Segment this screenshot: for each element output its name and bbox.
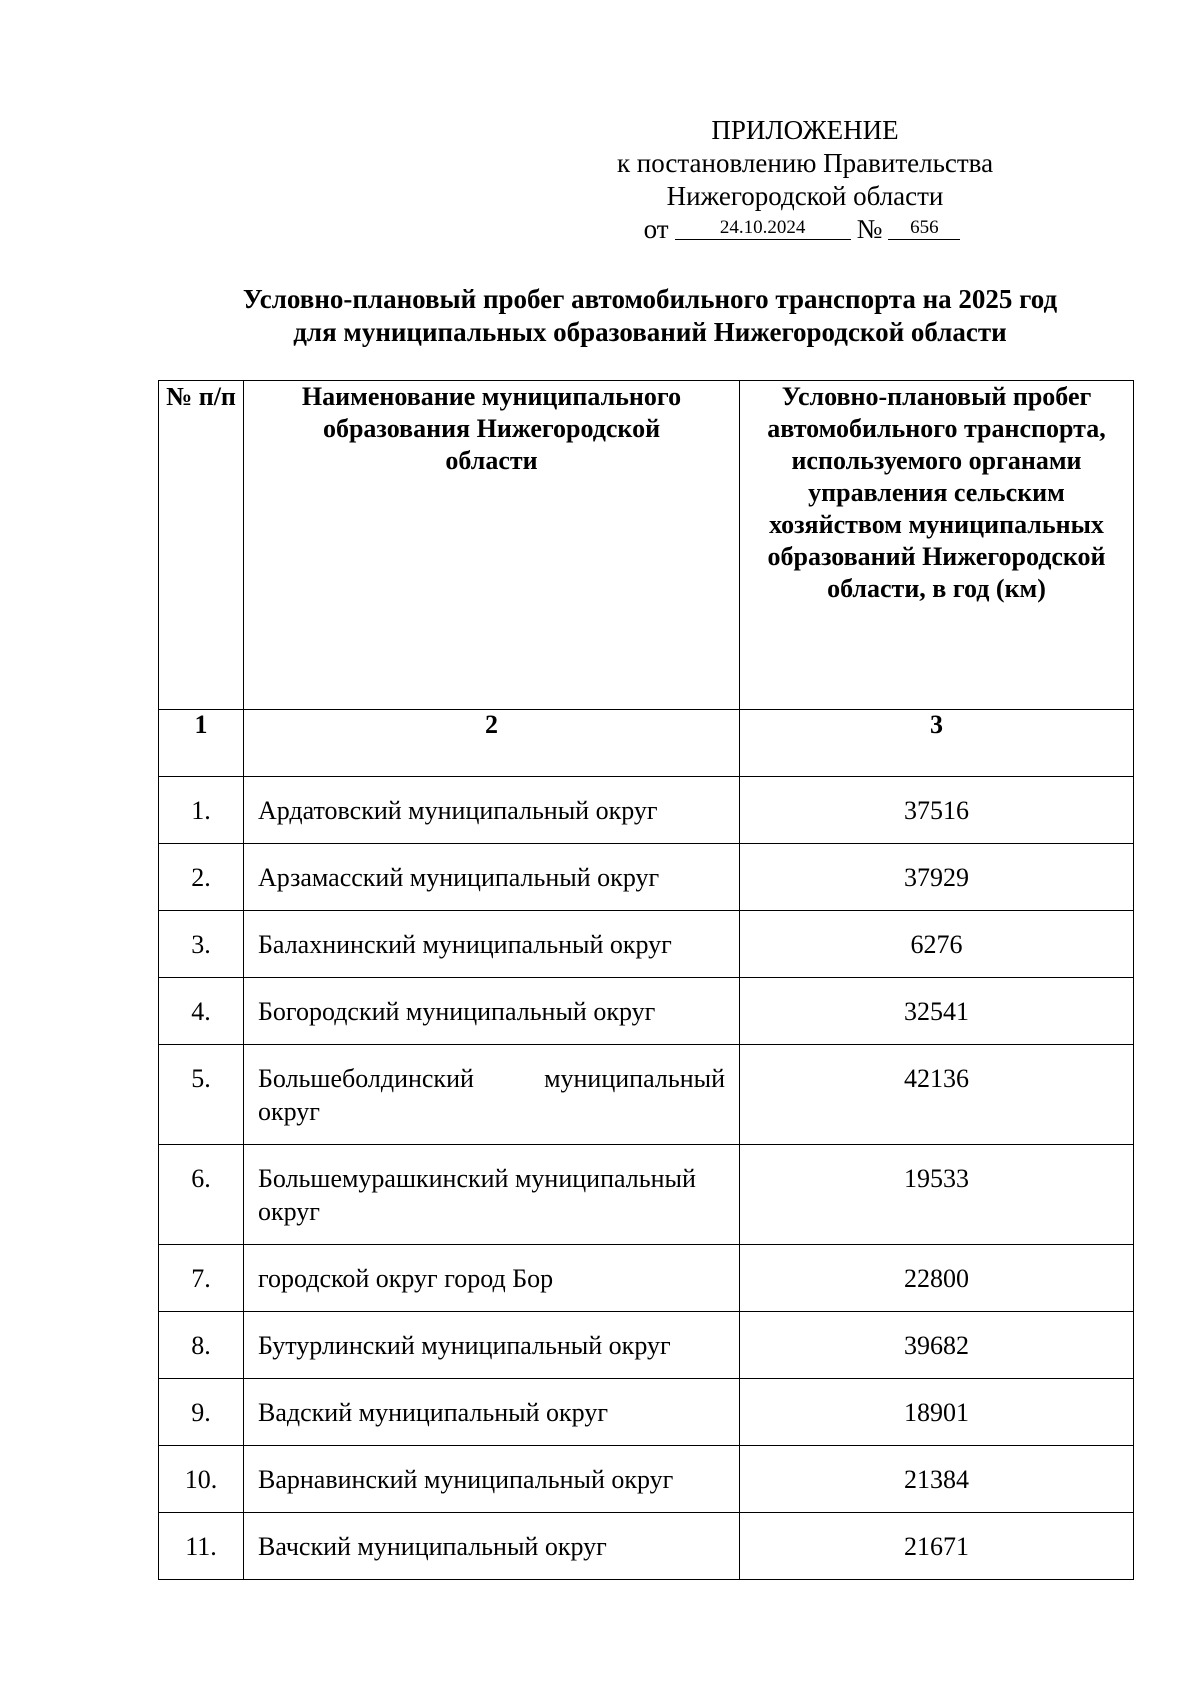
table-row (159, 1245, 1134, 1312)
mileage-value: 37929 (740, 844, 1134, 911)
mileage-value: 21671 (740, 1513, 1134, 1580)
row-number: 4. (159, 978, 244, 1045)
table-row (159, 1045, 1134, 1145)
row-number: 10. (159, 1446, 244, 1513)
appendix-line-resolution: к постановлению Правительства (616, 148, 994, 178)
table-row (159, 978, 1134, 1045)
municipality-name: Богородский муниципальный округ (244, 978, 740, 1045)
table-row (159, 1513, 1134, 1580)
mileage-value: 18901 (740, 1379, 1134, 1446)
mileage-value: 19533 (740, 1145, 1134, 1245)
table-row (159, 1446, 1134, 1513)
row-number: 11. (159, 1513, 244, 1580)
date-prefix: от (643, 214, 669, 244)
header-mileage: Условно-плановый пробег автомобильного транспорта, используемого органами управления сельским хозяйством муниципальных образований Нижегородской области, в год (км) (740, 381, 1134, 710)
municipality-name: Вачский муниципальный округ (244, 1513, 740, 1580)
mileage-value: 37516 (740, 777, 1134, 844)
appendix-date-line (570, 213, 1040, 246)
row-number: 6. (159, 1145, 244, 1245)
header-number: № п/п (159, 381, 244, 710)
municipality-name: Большемурашкинский муниципальный округ (244, 1145, 740, 1245)
row-number: 3. (159, 911, 244, 978)
row-number: 9. (159, 1379, 244, 1446)
table-row (159, 777, 1134, 844)
number-prefix: № (856, 214, 883, 244)
mileage-value: 21384 (740, 1446, 1134, 1513)
header-municipality: Наименование муниципального образования Нижегородской области (244, 381, 740, 710)
resolution-date: 24.10.2024 (675, 217, 851, 240)
row-number: 5. (159, 1045, 244, 1145)
column-number-row (159, 710, 1134, 777)
document-title (140, 283, 1160, 349)
document-title-line1: Условно-плановый пробег автомобильного транспорта на 2025 год (242, 284, 1058, 314)
mileage-value: 22800 (740, 1245, 1134, 1312)
row-number: 2. (159, 844, 244, 911)
table-row (159, 1379, 1134, 1446)
appendix-block (570, 114, 1040, 246)
mileage-value: 39682 (740, 1312, 1134, 1379)
table-row (159, 1312, 1134, 1379)
table-header-row (159, 381, 1134, 710)
municipality-name: Арзамасский муниципальный округ (244, 844, 740, 911)
table-row (159, 1145, 1134, 1245)
municipality-name: Варнавинский муниципальный округ (244, 1446, 740, 1513)
table-row (159, 844, 1134, 911)
mileage-value: 32541 (740, 978, 1134, 1045)
document-title-line2: для муниципальных образований Нижегородской области (293, 317, 1007, 347)
appendix-title: ПРИЛОЖЕНИЕ (711, 115, 899, 145)
municipality-name: Большеболдинский муниципальный округ (244, 1045, 740, 1145)
municipality-name: Ардатовский муниципальный округ (244, 777, 740, 844)
municipality-name: Вадский муниципальный округ (244, 1379, 740, 1446)
mileage-table (158, 380, 1134, 1580)
row-number: 8. (159, 1312, 244, 1379)
row-number: 7. (159, 1245, 244, 1312)
row-number: 1. (159, 777, 244, 844)
mileage-value: 42136 (740, 1045, 1134, 1145)
mileage-value: 6276 (740, 911, 1134, 978)
municipality-name: городской округ город Бор (244, 1245, 740, 1312)
table-row (159, 911, 1134, 978)
resolution-number: 656 (888, 217, 960, 240)
column-number-1: 1 (159, 710, 244, 777)
appendix-line-region: Нижегородской области (666, 181, 944, 211)
column-number-2: 2 (244, 710, 740, 777)
municipality-name: Балахнинский муниципальный округ (244, 911, 740, 978)
column-number-3: 3 (740, 710, 1134, 777)
municipality-name: Бутурлинский муниципальный округ (244, 1312, 740, 1379)
